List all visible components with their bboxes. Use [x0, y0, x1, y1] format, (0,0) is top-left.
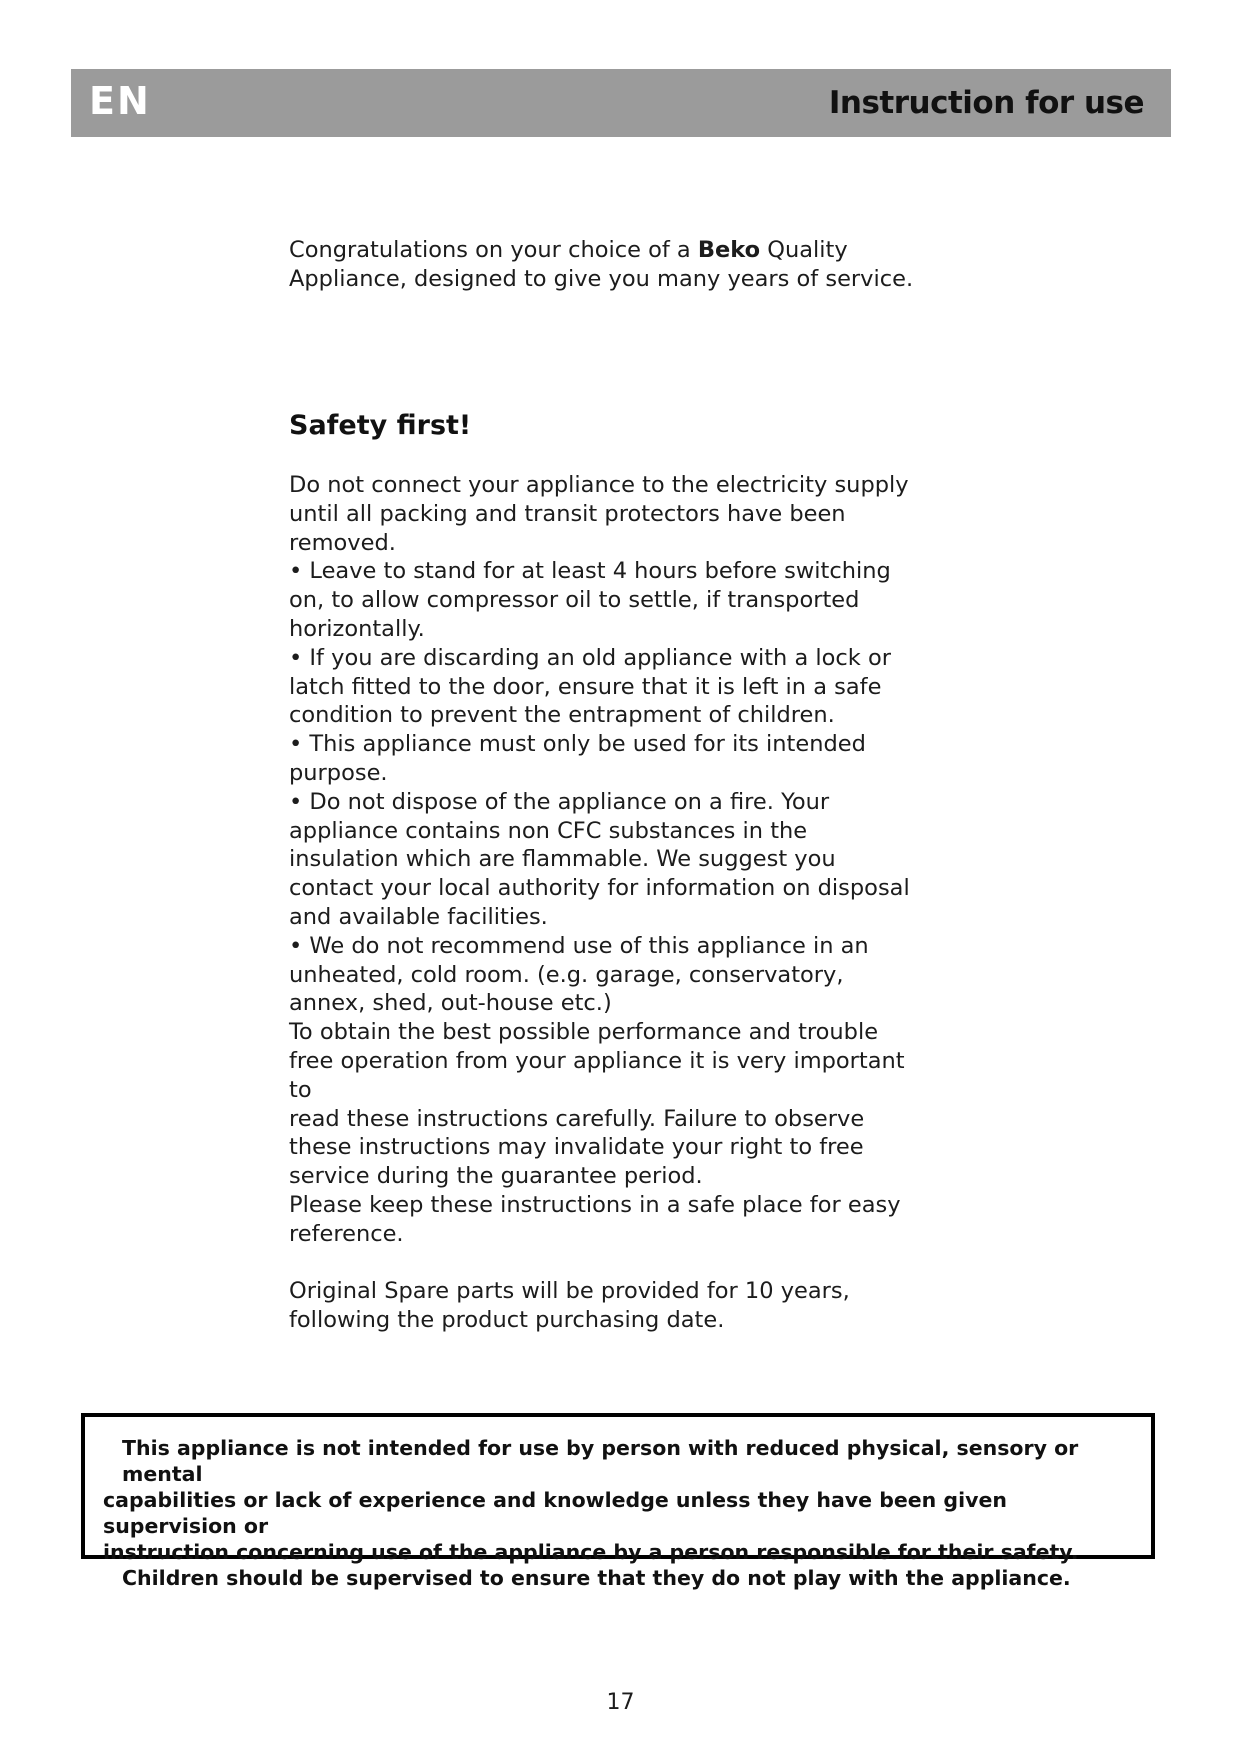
safety-line: annex, shed, out-house etc.)	[289, 990, 612, 1017]
intro-line-1-prefix: Congratulations on your choice of a	[289, 237, 698, 263]
safety-line: appliance contains non CFC substances in the	[289, 817, 808, 844]
language-code: EN	[89, 79, 151, 123]
safety-line: free operation from your appliance it is very important to	[289, 1047, 905, 1103]
safety-line: these instructions may invalidate your right to free	[289, 1134, 864, 1161]
intro-line-1	[289, 236, 929, 265]
intro-line-1-suffix: Quality	[760, 237, 848, 263]
spare-parts-line: Original Spare parts will be provided for 10 years,	[289, 1278, 850, 1305]
safety-line: To obtain the best possible performance and trouble	[289, 1019, 879, 1046]
safety-line: contact your local authority for information on disposal	[289, 875, 910, 902]
notice-line: capabilities or lack of experience and knowledge unless they have been given supervision or	[103, 1488, 1007, 1538]
safety-line: service during the guarantee period.	[289, 1163, 703, 1190]
safety-line: until all packing and transit protectors have been	[289, 500, 846, 527]
brand-name: Beko	[697, 237, 761, 263]
main-content	[289, 236, 929, 1335]
header-bar	[71, 69, 1171, 137]
safety-line: purpose.	[289, 759, 388, 786]
safety-line: • We do not recommend use of this appliance in an	[289, 932, 869, 959]
safety-body	[289, 471, 929, 1335]
safety-line: insulation which are flammable. We suggest you	[289, 846, 836, 873]
supervision-notice-box	[81, 1413, 1155, 1590]
safety-line: and available facilities.	[289, 903, 548, 930]
safety-line: • Leave to stand for at least 4 hours before switching	[289, 558, 891, 585]
notice-line: Children should be supervised to ensure that they do not play with the appliance.	[122, 1566, 1071, 1590]
page-number: 17	[606, 1690, 635, 1715]
safety-line: • If you are discarding an old appliance with a lock or	[289, 644, 891, 671]
safety-line: read these instructions carefully. Failure to observe	[289, 1105, 865, 1132]
notice-line: This appliance is not intended for use by person with reduced physical, sensory or mental	[122, 1436, 1079, 1486]
safety-line: horizontally.	[289, 615, 425, 642]
safety-line: condition to prevent the entrapment of children.	[289, 702, 835, 729]
safety-line: Do not connect your appliance to the electricity supply	[289, 472, 909, 498]
intro-line-2: Appliance, designed to give you many years of service.	[289, 265, 914, 292]
paragraph-spacer	[289, 1249, 929, 1278]
supervision-notice-text	[103, 1435, 1133, 1591]
spare-parts-line: following the product purchasing date.	[289, 1307, 725, 1334]
safety-line: unheated, cold room. (e.g. garage, conservatory,	[289, 961, 844, 988]
safety-line: • Do not dispose of the appliance on a fire. Your	[289, 788, 830, 815]
safety-line: on, to allow compressor oil to settle, if transported	[289, 587, 860, 614]
safety-line: reference.	[289, 1220, 404, 1247]
safety-line: • This appliance must only be used for its intended	[289, 731, 866, 758]
safety-line: latch fitted to the door, ensure that it is left in a safe	[289, 673, 882, 700]
page-header-title: Instruction for use	[828, 85, 1144, 121]
notice-line: instruction concerning use of the appliance by a person responsible for their safety.	[103, 1540, 1079, 1564]
intro-paragraph	[289, 236, 929, 296]
safety-line: removed.	[289, 529, 396, 556]
safety-heading: Safety first!	[289, 410, 472, 441]
safety-line: Please keep these instructions in a safe place for easy	[289, 1191, 901, 1218]
